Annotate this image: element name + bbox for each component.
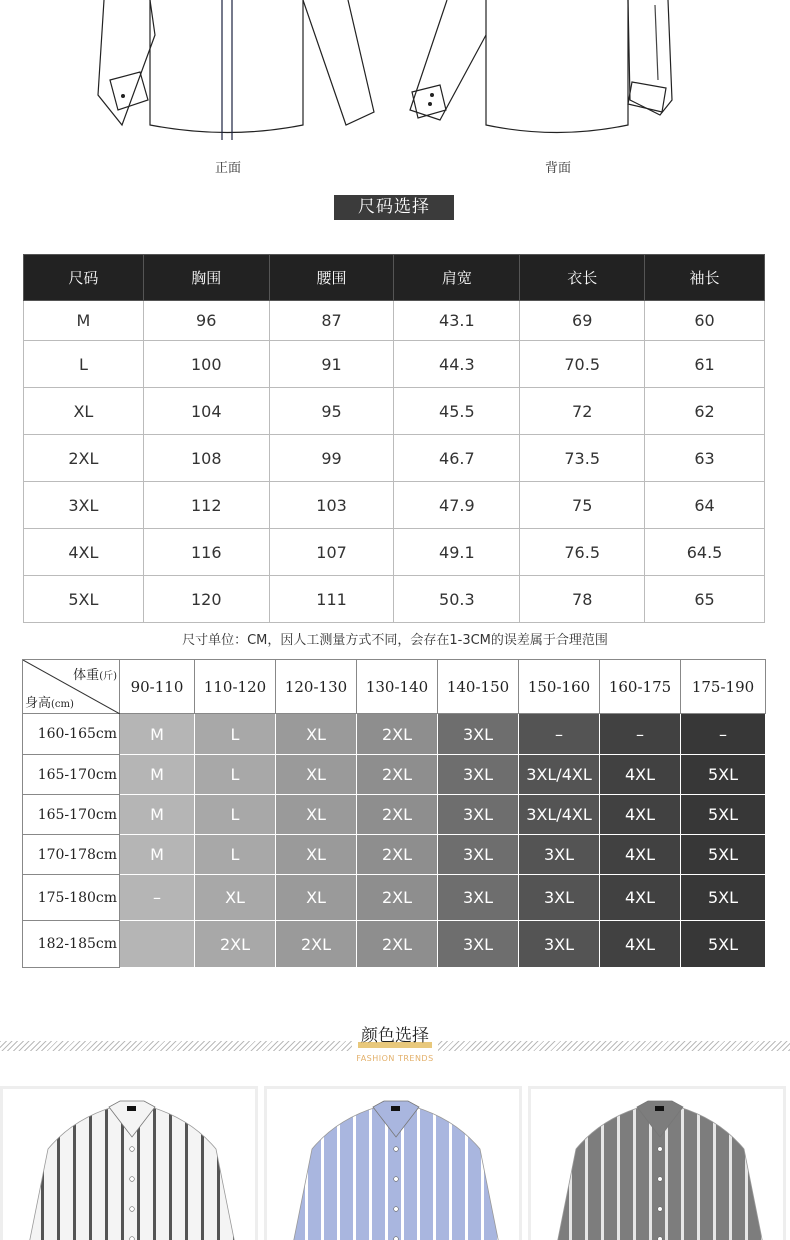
measurement-note: 尺寸单位：CM，因人工测量方式不同，会存在1-3CM的误差属于合理范围: [182, 633, 608, 648]
table-cell: 69: [520, 301, 645, 341]
table-row: [24, 576, 765, 623]
size-recommendation-cell: 5XL: [681, 921, 766, 968]
collar-label: [655, 1106, 664, 1111]
size-recommendation-cell: 4XL: [600, 755, 681, 795]
swatch-gray-stripe[interactable]: [528, 1086, 786, 1240]
shirt-button: [394, 1147, 399, 1152]
weight-range-header: 90-110: [120, 660, 195, 714]
shirt-button: [658, 1147, 663, 1152]
size-recommendation-cell: 2XL: [357, 921, 438, 968]
size-recommendation-cell: 3XL/4XL: [519, 755, 600, 795]
swatch-blue-stripe[interactable]: [264, 1086, 522, 1240]
shirt-button: [130, 1177, 135, 1182]
size-recommendation-cell: [120, 921, 195, 968]
corner-height-label: 身高(cm): [25, 696, 74, 711]
size-recommendation-cell: –: [600, 714, 681, 755]
front-placket: [222, 0, 232, 140]
table-cell: 95: [269, 388, 394, 435]
size-recommendation-cell: 4XL: [600, 921, 681, 968]
size-section-title: 尺码选择: [334, 195, 454, 220]
weight-range-header: 150-160: [519, 660, 600, 714]
table-cell: 108: [143, 435, 269, 482]
table-cell: 78: [520, 576, 645, 623]
table-cell: 62: [645, 388, 765, 435]
size-recommendation-cell: 5XL: [681, 755, 766, 795]
table-cell: 43.1: [394, 301, 520, 341]
table-cell: 63: [645, 435, 765, 482]
table-cell: 70.5: [520, 341, 645, 388]
size-recommendation-cell: XL: [276, 714, 357, 755]
size-recommendation-cell: 2XL: [276, 921, 357, 968]
table-cell: 103: [269, 482, 394, 529]
table-cell: 61: [645, 341, 765, 388]
table-corner: [23, 660, 120, 714]
table-row: [24, 301, 765, 341]
size-header-2: 腰围: [269, 255, 394, 301]
table-cell: 5XL: [24, 576, 144, 623]
size-recommendation-cell: 2XL: [195, 921, 276, 968]
table-cell: 49.1: [394, 529, 520, 576]
shirt-button: [658, 1177, 663, 1182]
table-row: [23, 795, 766, 835]
collar-label: [127, 1106, 136, 1111]
size-recommendation-cell: XL: [276, 835, 357, 875]
table-cell: 44.3: [394, 341, 520, 388]
table-cell: 87: [269, 301, 394, 341]
table-row: [24, 435, 765, 482]
table-cell: 96: [143, 301, 269, 341]
weight-height-table: [22, 659, 766, 968]
size-recommendation-cell: 2XL: [357, 755, 438, 795]
table-row: [24, 482, 765, 529]
size-recommendation-cell: XL: [276, 755, 357, 795]
size-recommendation-cell: M: [120, 755, 195, 795]
size-recommendation-cell: 2XL: [357, 795, 438, 835]
table-cell: 4XL: [24, 529, 144, 576]
size-recommendation-cell: 4XL: [600, 795, 681, 835]
back-body: [486, 0, 628, 133]
back-view-label: 背面: [544, 161, 571, 176]
size-header-0: 尺码: [24, 255, 144, 301]
size-header-3: 肩宽: [394, 255, 520, 301]
table-cell: 111: [269, 576, 394, 623]
size-recommendation-cell: 3XL: [519, 875, 600, 921]
weight-range-header: 160-175: [600, 660, 681, 714]
table-cell: 107: [269, 529, 394, 576]
height-range-label: 165-170cm: [23, 795, 120, 835]
size-recommendation-cell: –: [519, 714, 600, 755]
front-left-sleeve: [98, 0, 155, 125]
size-recommendation-cell: 5XL: [681, 795, 766, 835]
size-recommendation-cell: 2XL: [357, 875, 438, 921]
shirt-sketch: [0, 0, 790, 180]
table-cell: 2XL: [24, 435, 144, 482]
table-cell: 47.9: [394, 482, 520, 529]
shirt-button: [658, 1207, 663, 1212]
size-recommendation-cell: L: [195, 795, 276, 835]
size-recommendation-cell: 3XL: [438, 795, 519, 835]
size-recommendation-cell: 2XL: [357, 835, 438, 875]
collar-label: [391, 1106, 400, 1111]
table-row: [23, 835, 766, 875]
table-cell: 65: [645, 576, 765, 623]
size-header-1: 胸围: [143, 255, 269, 301]
weight-range-header: 130-140: [357, 660, 438, 714]
weight-range-header: 110-120: [195, 660, 276, 714]
front-body: [150, 0, 303, 133]
size-table: [23, 254, 765, 623]
size-recommendation-cell: –: [120, 875, 195, 921]
table-cell: M: [24, 301, 144, 341]
size-recommendation-cell: 4XL: [600, 875, 681, 921]
table-cell: 104: [143, 388, 269, 435]
table-row: [23, 921, 766, 968]
table-row: [23, 875, 766, 921]
size-recommendation-cell: 3XL: [519, 921, 600, 968]
weight-range-header: 175-190: [681, 660, 766, 714]
table-cell: 50.3: [394, 576, 520, 623]
size-recommendation-cell: 3XL: [438, 921, 519, 968]
table-cell: L: [24, 341, 144, 388]
back-left-sleeve: [410, 0, 486, 120]
front-view-label: 正面: [214, 161, 241, 176]
size-recommendation-cell: 5XL: [681, 875, 766, 921]
table-cell: 100: [143, 341, 269, 388]
size-recommendation-cell: M: [120, 835, 195, 875]
table-row: [24, 529, 765, 576]
table-cell: 76.5: [520, 529, 645, 576]
table-cell: 112: [143, 482, 269, 529]
back-cuff-right: [628, 82, 666, 112]
swatch-white-stripe[interactable]: [0, 1086, 258, 1240]
table-cell: 3XL: [24, 482, 144, 529]
size-recommendation-cell: –: [681, 714, 766, 755]
shirt-button: [394, 1177, 399, 1182]
weight-range-header: 120-130: [276, 660, 357, 714]
size-recommendation-cell: XL: [195, 875, 276, 921]
shirt-button: [130, 1147, 135, 1152]
size-recommendation-cell: 3XL: [438, 714, 519, 755]
front-right-sleeve: [303, 0, 374, 125]
color-section-title: 颜色选择: [361, 1026, 429, 1046]
table-cell: 64.5: [645, 529, 765, 576]
size-header-5: 袖长: [645, 255, 765, 301]
back-right-sleeve: [628, 0, 672, 115]
table-row: [24, 388, 765, 435]
table-cell: 64: [645, 482, 765, 529]
table-cell: XL: [24, 388, 144, 435]
size-recommendation-cell: 3XL/4XL: [519, 795, 600, 835]
table-cell: 73.5: [520, 435, 645, 482]
size-recommendation-cell: M: [120, 714, 195, 755]
table-cell: 60: [645, 301, 765, 341]
size-recommendation-cell: XL: [276, 795, 357, 835]
size-recommendation-cell: 3XL: [438, 755, 519, 795]
size-header-4: 衣长: [520, 255, 645, 301]
shirt-button: [130, 1207, 135, 1212]
table-row: [23, 714, 766, 755]
table-row: [24, 341, 765, 388]
table-cell: 75: [520, 482, 645, 529]
height-range-label: 170-178cm: [23, 835, 120, 875]
size-recommendation-cell: M: [120, 795, 195, 835]
color-section-subtitle: FASHION TRENDS: [356, 1054, 434, 1063]
size-recommendation-cell: 4XL: [600, 835, 681, 875]
size-recommendation-cell: 3XL: [519, 835, 600, 875]
height-range-label: 160-165cm: [23, 714, 120, 755]
size-recommendation-cell: L: [195, 755, 276, 795]
table-cell: 72: [520, 388, 645, 435]
height-range-label: 182-185cm: [23, 921, 120, 968]
table-cell: 91: [269, 341, 394, 388]
table-cell: 99: [269, 435, 394, 482]
size-recommendation-cell: L: [195, 835, 276, 875]
weight-range-header: 140-150: [438, 660, 519, 714]
height-range-label: 165-170cm: [23, 755, 120, 795]
size-recommendation-cell: 3XL: [438, 835, 519, 875]
size-recommendation-cell: 2XL: [357, 714, 438, 755]
size-recommendation-cell: 3XL: [438, 875, 519, 921]
corner-weight-label: 体重(斤): [73, 668, 117, 683]
table-cell: 116: [143, 529, 269, 576]
table-cell: 46.7: [394, 435, 520, 482]
size-recommendation-cell: XL: [276, 875, 357, 921]
table-row: [23, 755, 766, 795]
height-range-label: 175-180cm: [23, 875, 120, 921]
table-cell: 120: [143, 576, 269, 623]
size-recommendation-cell: L: [195, 714, 276, 755]
shirt-button: [394, 1207, 399, 1212]
table-cell: 45.5: [394, 388, 520, 435]
size-recommendation-cell: 5XL: [681, 835, 766, 875]
